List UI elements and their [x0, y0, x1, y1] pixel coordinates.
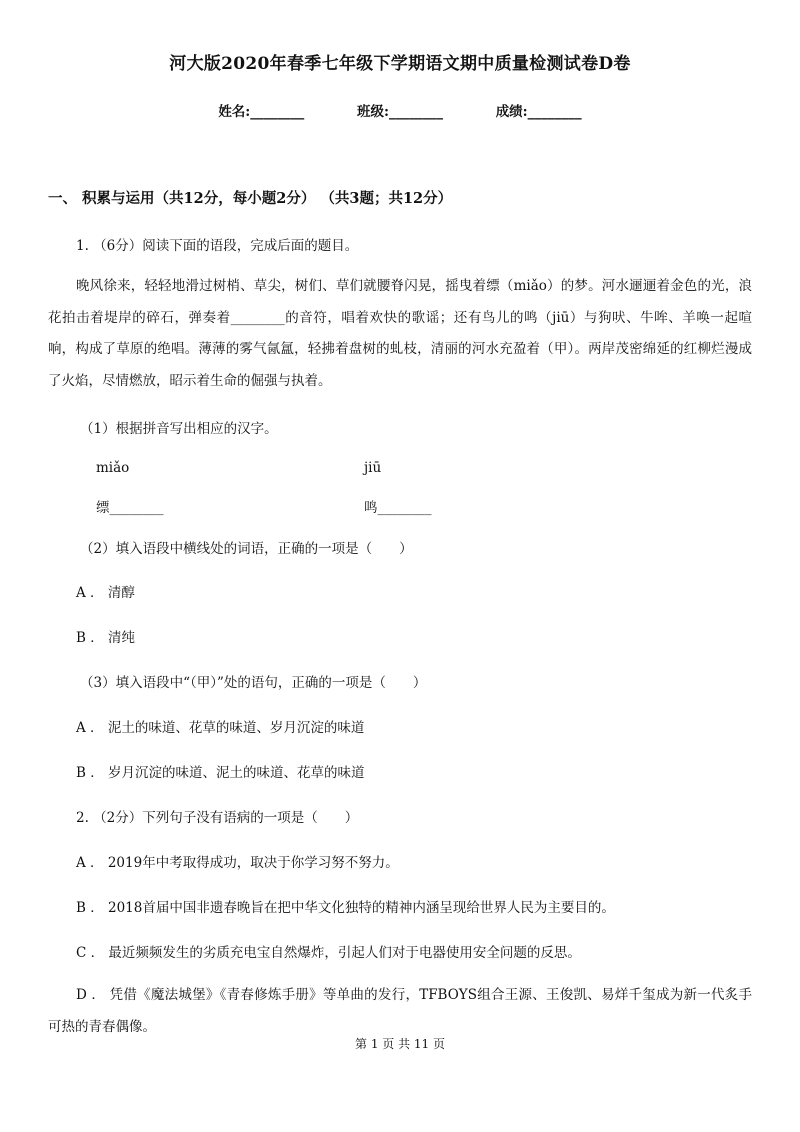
class-field[interactable]: 班级:________ [357, 104, 443, 120]
exam-title: 河大版2020年春季七年级下学期语文期中质量检测试卷D卷 [169, 54, 631, 74]
pinyin-miao: miǎo [96, 460, 130, 476]
subquestion-2-option-a[interactable]: A ． 清醇 [76, 585, 135, 601]
pinyin-jiu: jiū [364, 460, 382, 476]
student-info-row [0, 100, 800, 120]
question-1-stem: 1. （6分）阅读下面的语段，完成后面的题目。 [76, 238, 359, 254]
subquestion-3: （3）填入语段中“（甲）”处的语句，正确的一项是（ ） [80, 675, 427, 691]
question-2-stem: 2. （2分）下列句子没有语病的一项是（ ） [76, 810, 359, 826]
section-title: 一、 积累与运用（共12分，每小题2分） （共3题；共12分） [48, 190, 453, 207]
subquestion-3-option-b[interactable]: B ． 岁月沉淀的味道、泥土的味道、花草的味道 [76, 765, 365, 781]
score-field[interactable]: 成绩:________ [495, 104, 582, 120]
subquestion-2-option-b[interactable]: B ． 清纯 [76, 630, 136, 646]
answer-blank-jiu[interactable]: 鸣________ [364, 500, 432, 516]
subquestion-3-option-a[interactable]: A ． 泥土的味道、花草的味道、岁月沉淀的味道 [76, 720, 365, 736]
page-number: 第 1 页 共 11 页 [355, 1037, 445, 1051]
question-2-option-d[interactable]: D ． 凭借《魔法城堡》《青春修炼手册》等单曲的发行，TFBOYS组合王源、王俊凯、易烊千玺成为新一代炙手可热的青春偶像。 [48, 987, 752, 1035]
question-2-option-b[interactable]: B ． 2018首届中国非遗春晚旨在把中华文化独特的精神内涵呈现给世界人民为主要目的。 [76, 900, 615, 916]
answer-blank-miao[interactable]: 缥________ [96, 500, 164, 516]
subquestion-2: （2）填入语段中横线处的词语，正确的一项是（ ） [80, 541, 413, 557]
subquestion-1: （1）根据拼音写出相应的汉字。 [80, 421, 278, 437]
name-field[interactable]: 姓名:________ [218, 104, 305, 120]
question-2-option-a[interactable]: A ． 2019年中考取得成功，取决于你学习努不努力。 [76, 855, 399, 871]
question-2-option-c[interactable]: C ． 最近频频发生的劣质充电宝自然爆炸，引起人们对于电器使用安全问题的反思。 [76, 945, 581, 961]
question-1-passage: 晚风徐来，轻轻地滑过树梢、草尖，树们、草们就腰脊闪晃，摇曳着缥（miǎo）的梦。河水逦逦着金色的光，浪花拍击着堤岸的碎石，弹奏着________的音符，唱着欢快的歌谣；还有鸟儿的鸣（jiū）与狗吠、牛哞、羊唤一起喧响，构成了草原的绝唱。薄薄的雾气氤氲，轻拂着盘树的虬枝，清丽的河水充盈着（甲）。两岸茂密绵延的红柳烂漫成了火焰，尽情燃放，昭示着生命的倔强与执着。 [48, 278, 752, 389]
